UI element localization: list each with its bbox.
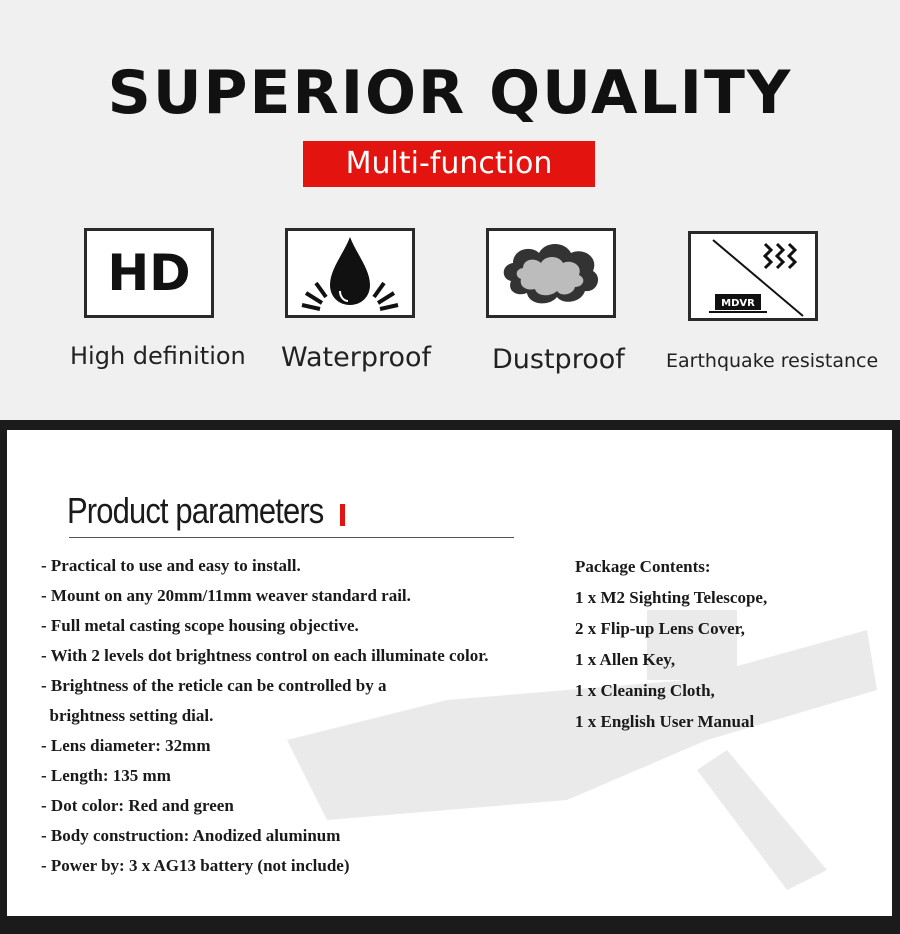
feature-label-waterproof: Waterproof — [281, 342, 432, 373]
package-item: 1 x English User Manual — [575, 712, 755, 731]
title-accent-bar — [340, 504, 345, 526]
spec-item: brightness setting dial. — [41, 706, 214, 725]
package-item: 1 x Cleaning Cloth, — [575, 681, 715, 700]
dust-cloud-icon — [486, 228, 616, 318]
package-contents-heading: Package Contents: — [575, 557, 711, 576]
feature-label-dustproof: Dustproof — [492, 344, 625, 375]
hd-icon: HD — [84, 228, 214, 318]
spec-item: - Body construction: Anodized aluminum — [41, 826, 341, 845]
spec-item: - Full metal casting scope housing objective. — [41, 616, 359, 635]
mdvr-badge-text: MDVR — [721, 298, 755, 309]
spec-item: - Lens diameter: 32mm — [41, 736, 211, 755]
spec-item: - Length: 135 mm — [41, 766, 171, 785]
spec-item: - Practical to use and easy to install. — [41, 556, 301, 575]
multi-function-banner: Multi-function — [303, 141, 595, 187]
features-section — [0, 0, 900, 420]
package-item: 2 x Flip-up Lens Cover, — [575, 619, 745, 638]
spec-item: - Mount on any 20mm/11mm weaver standard rail. — [41, 586, 411, 605]
feature-label-earthquake-resistance: Earthquake resistance — [666, 350, 879, 372]
product-parameters-title: Product parameters — [67, 490, 324, 531]
package-item: 1 x M2 Sighting Telescope, — [575, 588, 768, 607]
spec-item: - Brightness of the reticle can be controlled by a — [41, 676, 387, 695]
page-title: SUPERIOR QUALITY — [107, 58, 793, 128]
water-drop-icon — [285, 228, 415, 318]
title-underline — [69, 537, 514, 538]
spec-item: - With 2 levels dot brightness control on each illuminate color. — [41, 646, 489, 665]
spec-item: - Dot color: Red and green — [41, 796, 234, 815]
package-item: 1 x Allen Key, — [575, 650, 676, 669]
parameters-panel — [7, 430, 892, 916]
feature-label-high-definition: High definition — [70, 342, 246, 370]
vibration-icon — [688, 231, 818, 321]
spec-item: - Power by: 3 x AG13 battery (not include) — [41, 856, 350, 875]
